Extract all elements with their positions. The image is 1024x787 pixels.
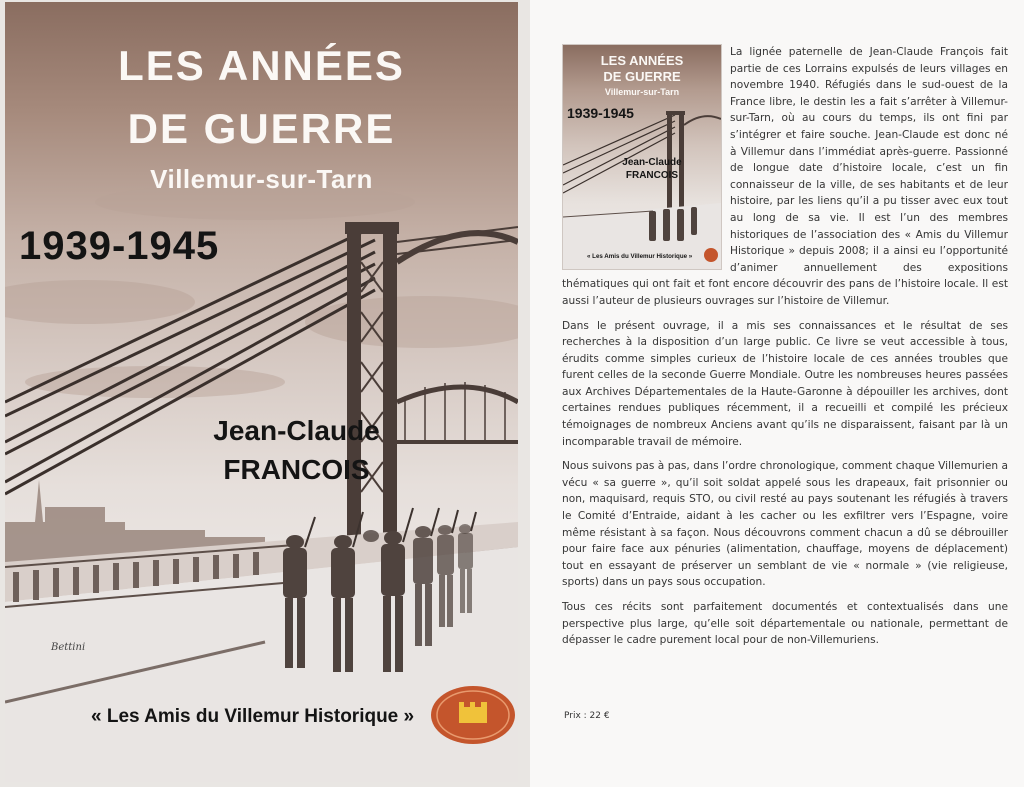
thumb-author-last: FRANCOIS xyxy=(625,170,679,181)
thumbnail-spacer xyxy=(562,44,730,266)
back-cover xyxy=(530,0,1024,787)
blurb-paragraph-1: La lignée paternelle de Jean-Claude François fait partie de ces Lorrains expulsés de leurs villages en novembre 1940. Réfugiés dans le sud-ouest de la France libre, le destin les a fait s’arrêter à Villemur-sur-Tarn, où au cours du temps, ils ont fini par s’intégrer et faire souche. Jean-Claude est donc né à Villemur dans l’immédiat après-guerre. Passionné de longue date d’histoire locale, c’est un fin connaisseur de la ville, de ses habitants et de leur histoire, par les liens qu’il a pu tisser avec eux tout au long de sa vie. Il est l’un des membres historiques de l’association des « Amis du Villemur Historique » depuis 2008; il a ainsi eu l’opportunité d’animer annuellement des expositions thématiques qui ont fait et font encore découvrir des pans de l’histoire locale. Il est aussi l’auteur de plusieurs ouvrages sur l’histoire de Villemur. xyxy=(562,46,1008,307)
blurb-paragraph-3: Nous suivons pas à pas, dans l’ordre chronologique, comment chaque Villemurien a vécu « sa guerre », qu’il soit soldat appelé sous les drapeaux, fait prisonnier ou non, maquisard, requis STO, ou civil resté au pays soutenant les réfugiés à travers le Comité d’Entraide, aidant à les cacher ou les exfiltrer vers l’Espagne, voire même résistant à sa façon. Nous découvrons comment chacun a dû se débrouiller pour faire face aux pénuries (alimentation, chauffage, moyens de déplacement) tout en essayant de préserver un semblant de vie « normale » (vie religieuse, sports) dans un pays sous occupation. xyxy=(562,460,1008,589)
thumb-years: 1939-1945 xyxy=(567,105,634,121)
cover-years: 1939-1945 xyxy=(19,224,220,268)
thumb-title-line2: DE GUERRE xyxy=(603,69,681,84)
cover-author-first: Jean-Claude xyxy=(213,415,380,446)
artist-signature: Bettini xyxy=(51,642,86,653)
thumb-author-first: Jean-Claude xyxy=(622,157,682,168)
blurb-paragraph-2: Dans le présent ouvrage, il a mis ses connaissances et le résultat de ses recherches à la disposition d’un large public. Ce livre se veut accessible à tous, érudits comme simples curieux de l’histoire locale de ces années troubles que furent celles de la seconde Guerre Mondiale. Outre les nombreuses heures passées aux Archives Départementales de la Haute-Garonne à dépouiller les archives, dont certaines rendues publiques récemment, il a recueilli et compilé les précieux témoignages de nombreux Anciens avant qu’ils ne disparaissent, faisant par là un incomparable travail de mémoire. xyxy=(562,319,1008,448)
price: Prix : 22 € xyxy=(564,711,610,721)
cover-place: Villemur-sur-Tarn xyxy=(150,164,373,194)
front-cover xyxy=(5,2,518,782)
cover-association: « Les Amis du Villemur Historique » xyxy=(91,706,415,727)
thumb-place: Villemur-sur-Tarn xyxy=(604,87,680,97)
cover-author-last: FRANCOIS xyxy=(223,454,370,485)
blurb xyxy=(562,44,1008,657)
thumb-title-line1: LES ANNÉES xyxy=(600,53,684,68)
cover-title-line1: LES ANNÉES xyxy=(118,42,405,89)
association-seal-icon xyxy=(429,685,517,745)
thumb-association: « Les Amis du Villemur Historique » xyxy=(587,253,693,260)
blurb-paragraph-4: Tous ces récits sont parfaitement documentés et contextualisés dans une perspective plus large, qu’elle soit départementale ou nationale, permettant de dépasser le cadre purement local pour de non-Villemuriens. xyxy=(562,601,1008,647)
cover-title-line2: DE GUERRE xyxy=(127,105,396,152)
